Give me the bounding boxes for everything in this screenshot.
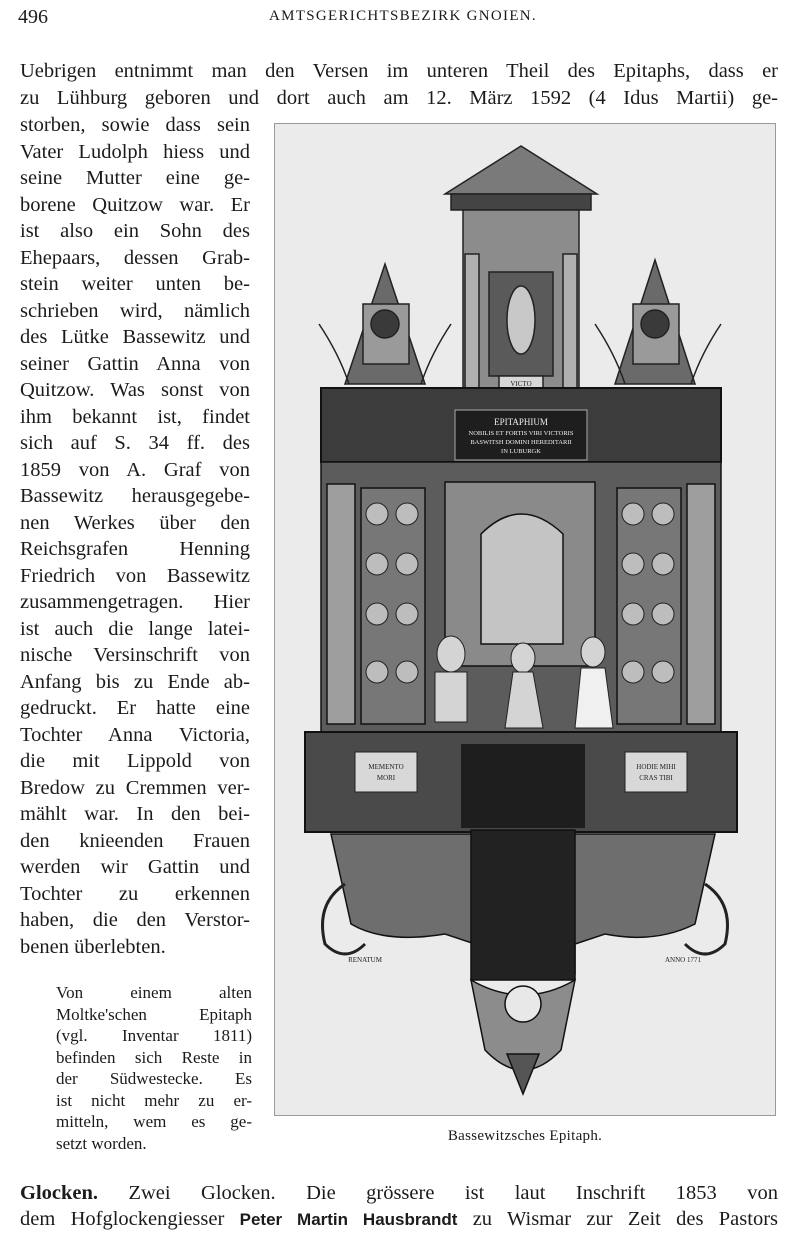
column-text-line: nische Versinschrift von xyxy=(20,644,250,666)
top-tablet-text-1: VICTO xyxy=(510,380,532,388)
column-text-line: Quitzow. Was sonst von xyxy=(20,379,250,401)
column-text-line: Tochter zu erkennen xyxy=(20,882,250,905)
column-text-line: ihm bekannt ist, findet xyxy=(20,405,250,428)
left-tablet-text-1: MEMENTO xyxy=(368,763,404,771)
bottom-left-inscription: RENATUM xyxy=(348,956,382,964)
glocken-paragraph-line-2 xyxy=(20,1206,778,1233)
column-text-line: Bassewitz herausgegebe- xyxy=(20,485,250,507)
note-text-line: Moltke'schen Epitaph xyxy=(56,1004,252,1024)
column-text-line: den knieenden Frauen xyxy=(20,829,250,852)
kneeling-figures xyxy=(435,636,613,728)
column-text-line: die mit Lippold von xyxy=(20,750,250,772)
glocken-line-2-end: zu Wismar zur Zeit des Pastors xyxy=(472,1208,779,1230)
glocken-heading: Glocken. xyxy=(20,1182,99,1204)
column-text-line: ist auch die lange latei- xyxy=(20,617,250,640)
column-text-line: des Lütke Bassewitz und xyxy=(20,326,250,348)
glocken-line-2-start: dem Hofglockengiesser xyxy=(20,1208,225,1230)
column-text-line: Friedrich von Bassewitz xyxy=(20,564,250,587)
page-number: 496 xyxy=(18,6,48,28)
note-text-line: befinden sich Reste in xyxy=(56,1047,252,1067)
column-text-line: stein weiter unten be- xyxy=(20,273,250,295)
column-text-line: Vater Ludolph hiess und xyxy=(20,140,250,163)
figure-caption: Bassewitzsches Epitaph. xyxy=(447,1128,603,1144)
column-text-line: ist also ein Sohn des xyxy=(20,220,250,242)
column-text-line: sich auf S. 34 ff. des xyxy=(20,432,250,454)
main-inscription-3: BASWITSH DOMINI HEREDITARII xyxy=(470,439,572,446)
column-text-line: Tochter Anna Victoria, xyxy=(20,723,250,746)
glocken-paragraph-line-1 xyxy=(20,1180,778,1206)
column-text-line: nen Werkes über den xyxy=(20,511,250,534)
column-text-line: benen überlebten. xyxy=(20,935,166,958)
bell-founder-name: Peter Martin Hausbrandt xyxy=(239,1210,458,1229)
column-text-line: seiner Gattin Anna von xyxy=(20,352,250,375)
column-text-line: Bredow zu Cremmen ver- xyxy=(20,776,250,799)
column-text-line: storben, sowie dass sein xyxy=(20,114,250,136)
pediment xyxy=(445,146,597,400)
column-text-line: zusammengetragen. Hier xyxy=(20,591,250,613)
column-text-line: gedruckt. Er hatte eine xyxy=(20,697,250,719)
column-text-line: seine Mutter eine ge- xyxy=(20,167,250,189)
running-head: AMTSGERICHTSBEZIRK GNOIEN. xyxy=(269,8,537,24)
note-text-line: setzt worden. xyxy=(56,1133,147,1153)
main-inscription-4: IN LUBURGK xyxy=(501,448,541,455)
epitaph-illustration xyxy=(274,123,776,1116)
column-text-line: werden wir Gattin und xyxy=(20,856,250,878)
intro-text-line: zu Lühburg geboren und dort auch am 12. März 1592 (4 Idus Martii) ge- xyxy=(20,87,778,109)
glocken-line-1-text: Zwei Glocken. Die grössere ist laut Inschrift 1853 von xyxy=(128,1182,779,1204)
column-text-line: schrieben wird, nämlich xyxy=(20,299,250,322)
note-text-line: Von einem alten xyxy=(56,983,252,1002)
column-text-line: mählt war. In den bei- xyxy=(20,803,250,825)
right-tablet-text-1: HODIE MIHI xyxy=(636,763,676,771)
column-text-line: 1859 von A. Graf von xyxy=(20,458,250,481)
note-text-line: der Südwestecke. Es xyxy=(56,1069,252,1088)
note-text-line: (vgl. Inventar 1811) xyxy=(56,1026,252,1045)
note-text-line: mitteln, wem es ge- xyxy=(56,1112,252,1131)
right-tablet-text-2: CRAS TIBI xyxy=(639,774,673,782)
column-text-line: Ehepaars, dessen Grab- xyxy=(20,246,250,269)
column-text-line: haben, die den Verstor- xyxy=(20,909,250,931)
column-text-line: Reichsgrafen Henning xyxy=(20,538,250,560)
column-text-line: Anfang bis zu Ende ab- xyxy=(20,670,250,693)
page-header xyxy=(18,6,788,30)
left-tablet-text-2: MORI xyxy=(376,774,396,782)
main-inscription-2: NOBILIS ET FORTIS VIRI VICTORIS xyxy=(468,430,574,437)
intro-text-line: Uebrigen entnimmt man den Versen im unteren Theil des Epitaphs, dass er xyxy=(20,60,778,82)
column-text-line: borene Quitzow war. Er xyxy=(20,193,250,216)
bottom-right-inscription: ANNO 1771 xyxy=(665,956,701,964)
note-text-line: ist nicht mehr zu er- xyxy=(56,1090,252,1110)
main-inscription-1: EPITAPHIUM xyxy=(494,417,548,427)
